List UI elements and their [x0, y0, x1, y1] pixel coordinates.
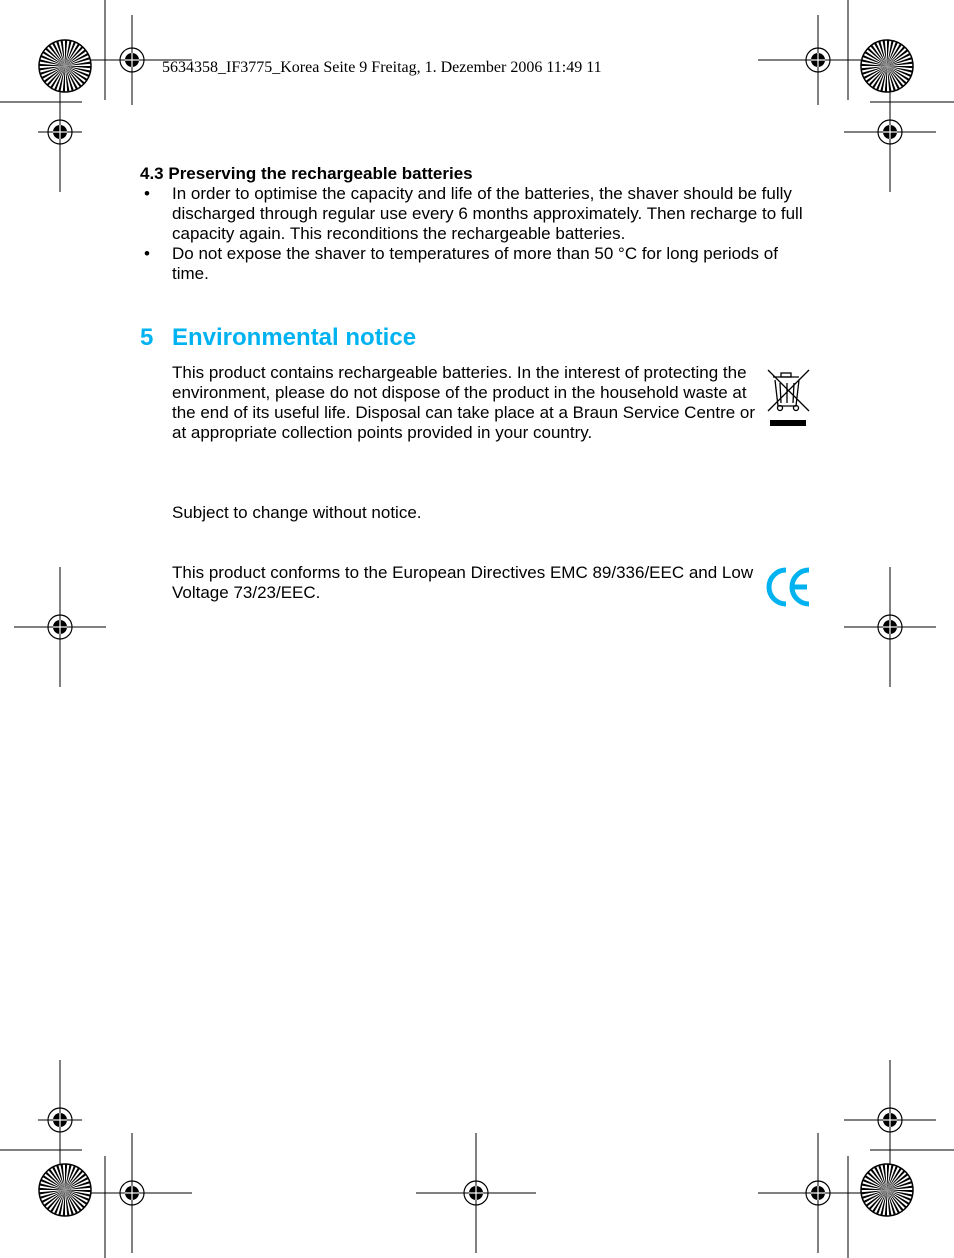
chapter-title: Environmental notice: [172, 324, 417, 351]
crossed-out-wheelie-bin-icon: [765, 368, 811, 430]
environmental-paragraph: This product contains rechargeable batteries. In the interest of protecting the environment, please do not dispose of the product in the household waste at the end of its useful life. Disposal can take place at a Braun Service Centre or at appropriate collection points provided in your country.: [172, 363, 756, 442]
ce-mark-icon: [765, 566, 813, 608]
list-item: [140, 184, 812, 244]
chapter-number: 5: [140, 324, 154, 351]
change-notice: Subject to change without notice.: [172, 503, 422, 522]
chapter-heading: [140, 324, 416, 352]
print-slug-line: 5634358_IF3775_Korea Seite 9 Freitag, 1. Dezember 2006 11:49 11: [162, 59, 602, 76]
conformity-statement: This product conforms to the European Directives EMC 89/336/EEC and Low Voltage 73/23/EEC.: [172, 563, 754, 602]
section-heading-4-3: 4.3 Preserving the rechargeable batteries: [140, 164, 473, 183]
bullet-glyph: •: [144, 244, 150, 263]
battery-care-list: [140, 184, 812, 284]
list-item-text: Do not expose the shaver to temperatures of more than 50 °C for long periods of time.: [172, 244, 778, 283]
bullet-glyph: •: [144, 184, 150, 203]
list-item: [140, 244, 812, 284]
list-item-text: In order to optimise the capacity and life of the batteries, the shaver should be fully discharged through regular use every 6 months approximately. Then recharge to full capacity again. This reconditions the rechargeable batteries.: [172, 184, 803, 243]
